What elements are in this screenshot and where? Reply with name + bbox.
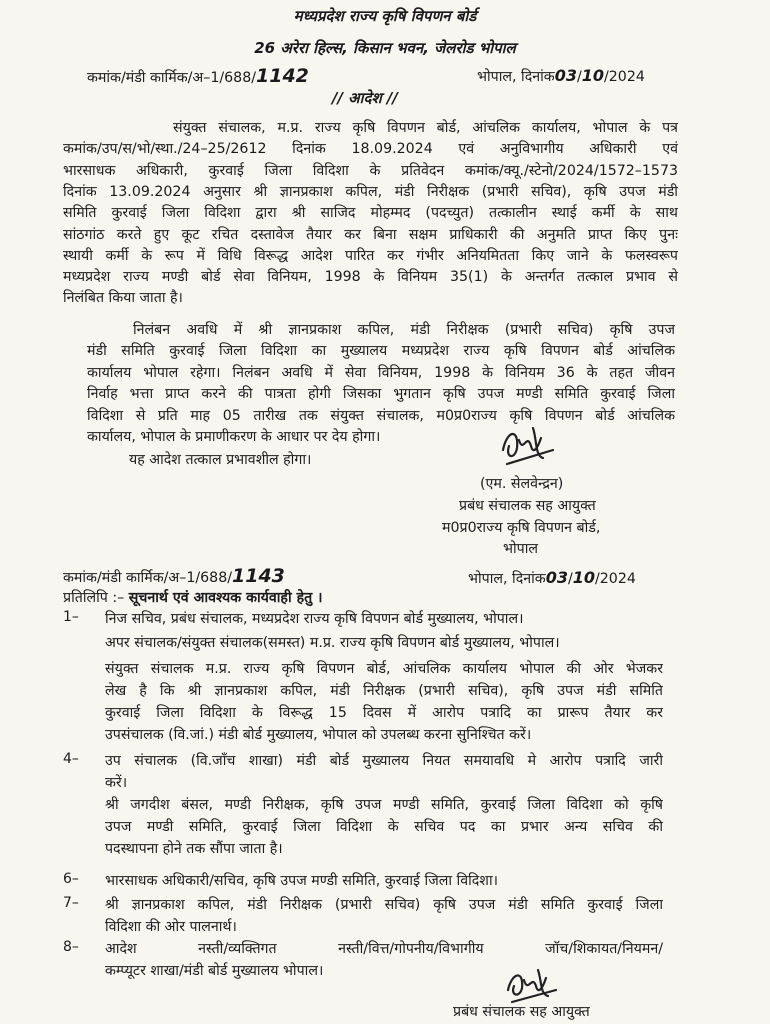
signature-1 — [497, 420, 561, 470]
text-line: दिनांक 13.09.2024 अनुसार श्री ज्ञानप्रकाश कपिल, मंडी निरीक्षक (प्रभारी सचिव), कृषि उपज मंडी — [63, 183, 678, 200]
copy-item-line: श्री ज्ञानप्रकाश कपिल, मंडी निरीक्षक (प्रभारी सचिव) कृषि उपज मंडी समिति कुरवाई जिला — [105, 897, 663, 913]
copy-item-number: 6– — [63, 871, 79, 887]
text-line: कार्यालय भोपाल रहेगा। निलंबन अवधि में सेवा विनियम, 1998 के विनियम 36 के तहत जीवन — [87, 364, 675, 381]
text-line: विदिशा से प्रति माह 05 तारीख तक संयुक्त संचालक, म0प्र0राज्य कृषि विपणन बोर्ड आंचलिक — [87, 407, 675, 424]
text-line: मध्यप्रदेश राज्य मण्डी बोर्ड सेवा विनियम, 1998 के विनियम 35(1) के अन्तर्गत तत्काल प्रभाव से — [63, 269, 678, 286]
copy-date-line: भोपाल, दिनांक03/10/2024 — [468, 568, 636, 587]
copy-ref-number: 1143 — [232, 565, 285, 587]
text-line: मंडी समिति कुरवाई जिला विदिशा का मुख्यालय मध्यप्रदेश राज्य कृषि विपणन बोर्ड आंचलिक — [87, 343, 675, 360]
copy-heading-text: सूचनार्थ एवं आवश्यक कार्यवाही हेतु । — [128, 590, 323, 606]
text-line: निलंबन अवधि में श्री ज्ञानप्रकाश कपिल, मंडी निरीक्षक (प्रभारी सचिव) कृषि उपज — [133, 322, 675, 338]
signatory-city: भोपाल — [503, 541, 539, 557]
org-address: 26 अरेरा हिल्स, किसान भवन, जेलरोड भोपाल — [254, 39, 516, 57]
copy-signatory-designation: प्रबंध संचालक सह आयुक्त — [453, 1004, 590, 1020]
order-title: // आदेश // — [332, 89, 398, 107]
signatory-office: म0प्र0राज्य कृषि विपणन बोर्ड, — [442, 520, 601, 536]
org-name: मध्यप्रदेश राज्य कृषि विपणन बोर्ड — [293, 7, 477, 25]
copy-heading — [63, 588, 323, 608]
copy-date-year: 2024 — [599, 571, 636, 587]
copy-item-line: संयुक्त संचालक म.प्र. राज्य कृषि विपणन बोर्ड, आंचलिक कार्यालय भोपाल की ओर भेजकर — [105, 661, 663, 677]
text-line: कमांक/उप/स/भो/स्था./24–25/2612 दिनांक 18.09.2024 एवं अनुविभागीय अधिकारी एवं — [63, 141, 678, 158]
copy-item-line: भारसाधक अधिकारी/सचिव, कृषि उपज मण्डी समिति, कुरवाई जिला विदिशा। — [105, 873, 498, 889]
order-date-line: भोपाल, दिनांक03/10/2024 — [477, 66, 645, 85]
text-line: सांठगांठ करते हुए कूट रचित दस्तावेज तैयार कर बिना सक्षम प्राधिकारी की अनुमति प्राप्त किए पुनः — [63, 226, 678, 243]
copy-item-line: अपर संचालक/संयुक्त संचालक(समस्त) म.प्र. राज्य कृषि विपणन बोर्ड मुख्यालय, भोपाल। — [105, 635, 560, 651]
order-ref-prefix: कमांक/मंडी कार्मिक/अ–1/688/ — [87, 70, 256, 86]
copy-ref-prefix: कमांक/मंडी कार्मिक/अ–1/688/ — [63, 570, 232, 586]
copy-date-month: 10 — [572, 568, 595, 587]
copy-heading-prefix: प्रतिलिपि :– — [63, 590, 125, 606]
copy-item-line: निज सचिव, प्रबंध संचालक, मध्यप्रदेश राज्य कृषि विपणन बोर्ड मुख्यालय, भोपाल। — [105, 611, 524, 627]
copy-item-number: 7– — [63, 895, 79, 911]
copy-item-line: कुरवाई जिला विदिशा के विरूद्ध 15 दिवस में आरोप पत्रादि का प्रारूप तैयार कर — [105, 705, 663, 721]
signatory-name: (एम. सेलवेन्द्रन) — [480, 476, 564, 492]
order-date-month: 10 — [581, 66, 604, 85]
copy-item-line: उपसंचालक (वि.जां.) मंडी बोर्ड मुख्यालय, भोपाल को उपलब्ध करना सुनिश्चित करें। — [105, 727, 532, 743]
order-ref-line — [87, 66, 309, 88]
text-line: कार्यालय, भोपाल के प्रमाणीकरण के आधार पर देय होगा। — [87, 429, 381, 445]
text-line: भारसाधक अधिकारी, कुरवाई जिला विदिशा के प्रतिवेदन कमांक/क्यू./स्टेनो/2024/1572–1573 — [63, 162, 678, 179]
copy-item-line: लेख है कि श्री ज्ञानप्रकाश कपिल, मंडी निरीक्षक (प्रभारी सचिव), कृषि उपज मंडी समिति — [105, 683, 663, 699]
text-line: संयुक्त संचालक, म.प्र. राज्य कृषि विपणन बोर्ड, आंचलिक कार्यालय, भोपाल के पत्र — [173, 120, 678, 136]
copy-item-line: उपज मण्डी समिति, कुरवाई जिला विदिशा के सचिव पद का प्रभार अन्य सचिव की — [105, 819, 663, 835]
order-date-year: 2024 — [608, 69, 645, 85]
copy-item-number: 4– — [63, 751, 79, 767]
copy-item-line: करें। — [105, 775, 128, 791]
copy-item-number: 8– — [63, 939, 79, 955]
order-ref-number: 1142 — [256, 65, 309, 87]
text-line: निलंबित किया जाता है। — [63, 290, 183, 307]
copy-item-line: आदेश नस्ती/व्यक्तिगत नस्ती/वित्त/गोपनीय/विभागीय जॉच/शिकायत/नियमन/ — [105, 941, 663, 957]
order-para-3: यह आदेश तत्काल प्रभावशील होगा। — [129, 452, 312, 468]
text-line: स्थायी कर्मी के रूप में विधि विरूद्ध आदेश पारित कर गंभीर अनियमितता किए जाने के फलस्वरूप — [63, 247, 678, 264]
order-date-day: 03 — [554, 66, 577, 85]
signatory-designation: प्रबंध संचालक सह आयुक्त — [459, 498, 596, 514]
text-line: निर्वाह भत्ता प्राप्त करने की पात्रता होगी जिसका भुगतान कृषि उपज मण्डी समिति कुरवाई जिला — [87, 386, 675, 403]
text-line: समिति कुरवाई जिला विदिशा द्वारा श्री साजिद मोहम्मद (पदच्युत) तत्कालीन स्थाई कर्मी के साथ — [63, 205, 678, 222]
copy-item-line: पदस्थापना होने तक सौंपा जाता है। — [105, 841, 283, 857]
copy-item-line: उप संचालक (वि.जाँच शाखा) मंडी बोर्ड मुख्यालय नियत समयावधि मे आरोप पत्रादि जारी — [105, 753, 663, 769]
copy-item-number: 1– — [63, 609, 79, 625]
copy-date-day: 03 — [545, 568, 568, 587]
copy-item-line: कम्प्यूटर शाखा/मंडी बोर्ड मुख्यालय भोपाल। — [105, 963, 324, 979]
copy-ref-line — [63, 566, 285, 588]
order-place-date: भोपाल, दिनांक — [477, 69, 555, 85]
copy-item-line: विदिशा की ओर पालनार्थ। — [105, 919, 237, 935]
copy-item-line: श्री जगदीश बंसल, मण्डी निरीक्षक, कृषि उपज मण्डी समिति, कुरवाई जिला विदिशा को कृषि — [105, 797, 663, 813]
copy-place-date: भोपाल, दिनांक — [468, 571, 546, 587]
